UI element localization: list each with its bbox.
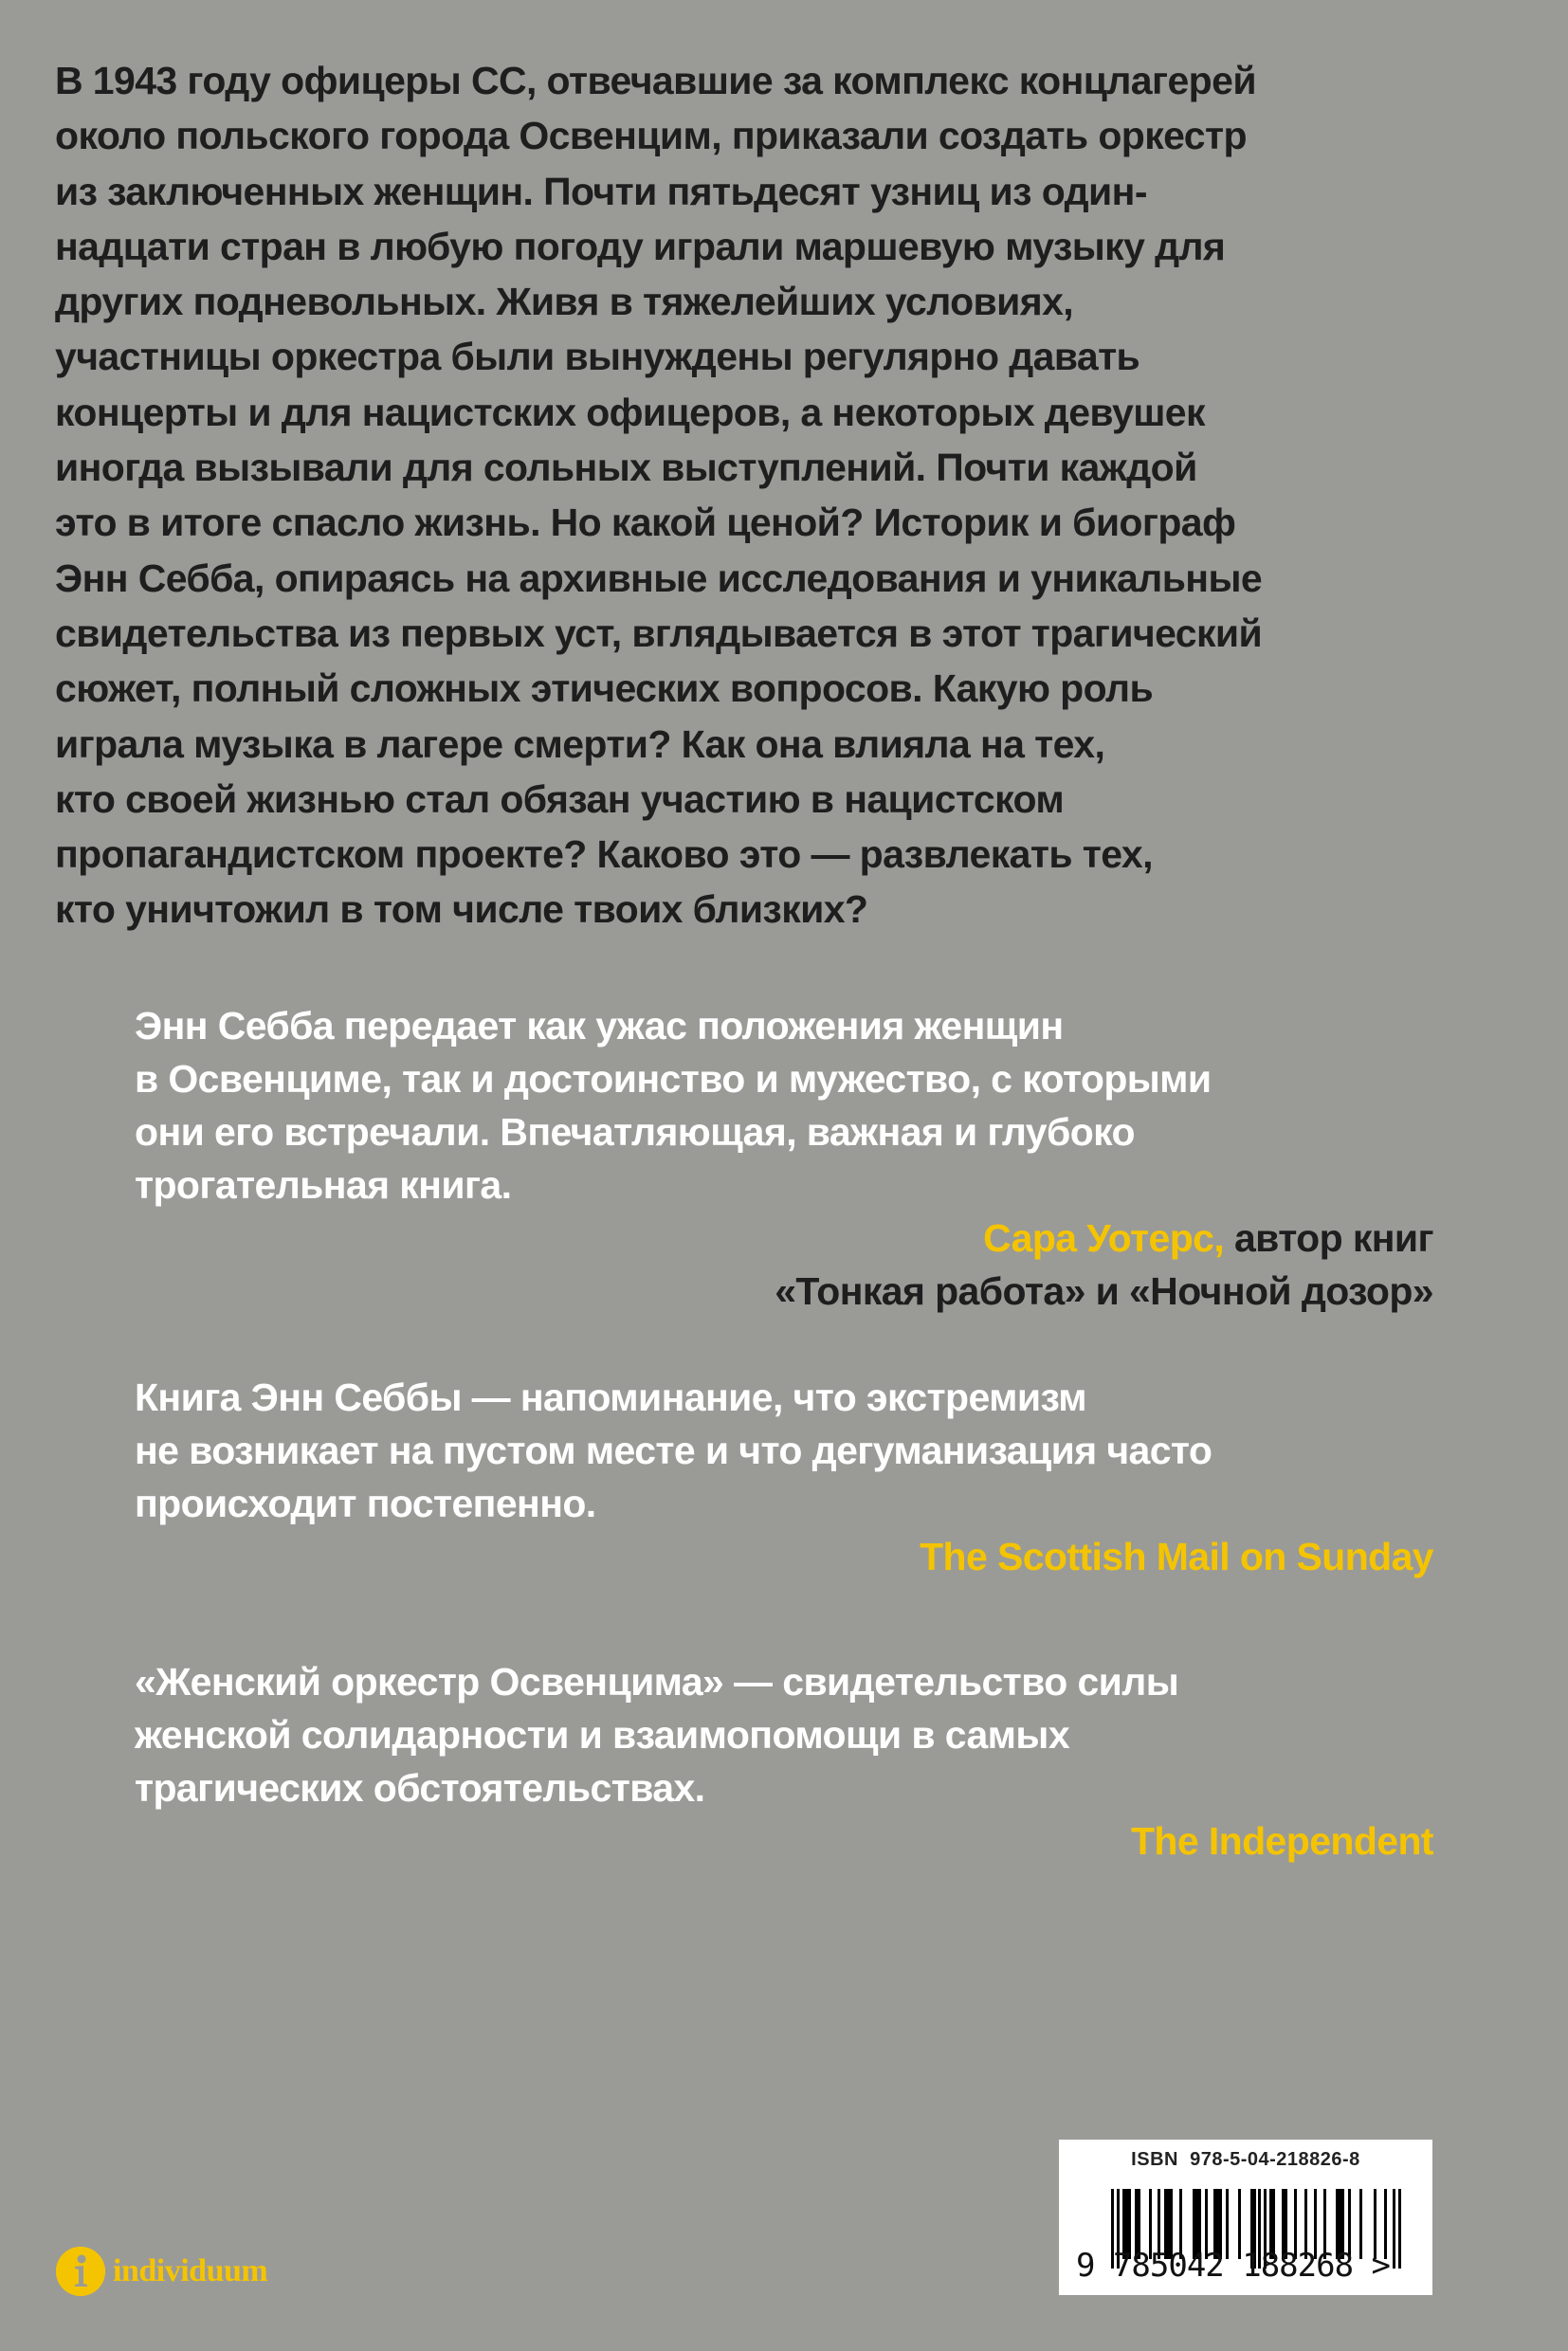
description-line: около польского города Освенцим, приказали создать оркестр — [55, 114, 1247, 158]
book-description — [55, 53, 1458, 938]
description-line: кто уничтожил в том числе твоих близких? — [55, 887, 868, 932]
barcode-digits: 9 785042 188268 > — [1076, 2247, 1390, 2285]
publisher-logo — [56, 2246, 267, 2297]
description-line: сюжет, полный сложных этических вопросов. Какую роль — [55, 666, 1154, 711]
publisher-name: individuum — [113, 2253, 268, 2288]
review-quote-waters — [135, 999, 1433, 1318]
attribution-role: автор книг — [1224, 1216, 1433, 1260]
description-line: свидетельства из первых уст, вглядывается в этот трагический — [55, 611, 1263, 655]
review-quote-scottish-mail — [135, 1371, 1433, 1583]
attribution-name: The Scottish Mail on Sunday — [920, 1535, 1433, 1578]
isbn-barcode — [1059, 2140, 1432, 2295]
quote-line: не возникает на пустом месте и что дегуманизация часто — [135, 1429, 1212, 1472]
description-line: иногда вызывали для сольных выступлений. Почти каждой — [55, 446, 1197, 490]
description-line: В 1943 году офицеры СС, отвечавшие за комплекс концлагерей — [55, 59, 1256, 102]
description-line: других подневольных. Живя в тяжелейших условиях, — [55, 280, 1074, 324]
quote-attribution — [135, 1814, 1433, 1868]
description-line: пропагандистском проекте? Каково это — развлекать тех, — [55, 832, 1153, 877]
description-line: играла музыка в лагере смерти? Как она влияла на тех, — [55, 721, 1105, 766]
description-line: участницы оркестра были вынуждены регулярно давать — [55, 335, 1140, 379]
quote-line: «Женский оркестр Освенцима» — свидетельство силы — [135, 1660, 1179, 1704]
quote-line: женской солидарности и взаимопомощи в самых — [135, 1713, 1070, 1757]
description-line: концерты и для нацистских офицеров, а некоторых девушек — [55, 390, 1205, 434]
quote-line: Энн Себба передает как ужас положения женщин — [135, 1004, 1064, 1048]
attribution-role-books: «Тонкая работа» и «Ночной дозор» — [775, 1269, 1433, 1313]
quote-line: происходит постепенно. — [135, 1482, 596, 1525]
quote-body — [135, 1655, 1433, 1814]
description-line: кто своей жизнью стал обязан участию в нацистском — [55, 776, 1065, 821]
review-quote-independent — [135, 1655, 1433, 1868]
quote-body — [135, 1371, 1433, 1530]
quote-line: Книга Энн Себбы — напоминание, что экстремизм — [135, 1376, 1086, 1419]
description-line: это в итоге спасло жизнь. Но какой ценой? Историк и биограф — [55, 501, 1236, 545]
quote-line: они его встречали. Впечатляющая, важная и глубоко — [135, 1110, 1135, 1154]
description-line: надцати стран в любую погоду играли маршевую музыку для — [55, 224, 1226, 268]
attribution-name: Сара Уотерс, — [983, 1216, 1225, 1260]
description-line: из заключенных женщин. Почти пятьдесят узниц из один- — [55, 169, 1147, 213]
quote-body — [135, 999, 1433, 1212]
quote-line: трагических обстоятельствах. — [135, 1766, 705, 1810]
isbn-label: ISBN 978-5-04-218826-8 — [1131, 2149, 1360, 2170]
description-line: Энн Себба, опираясь на архивные исследования и уникальные — [55, 556, 1263, 600]
quote-line: трогательная книга. — [135, 1163, 512, 1207]
quote-attribution — [135, 1530, 1433, 1583]
quote-line: в Освенциме, так и достоинство и мужество, с которыми — [135, 1057, 1212, 1101]
attribution-name: The Independent — [1130, 1819, 1433, 1863]
quote-attribution — [135, 1212, 1433, 1318]
info-i-icon — [56, 2247, 105, 2296]
